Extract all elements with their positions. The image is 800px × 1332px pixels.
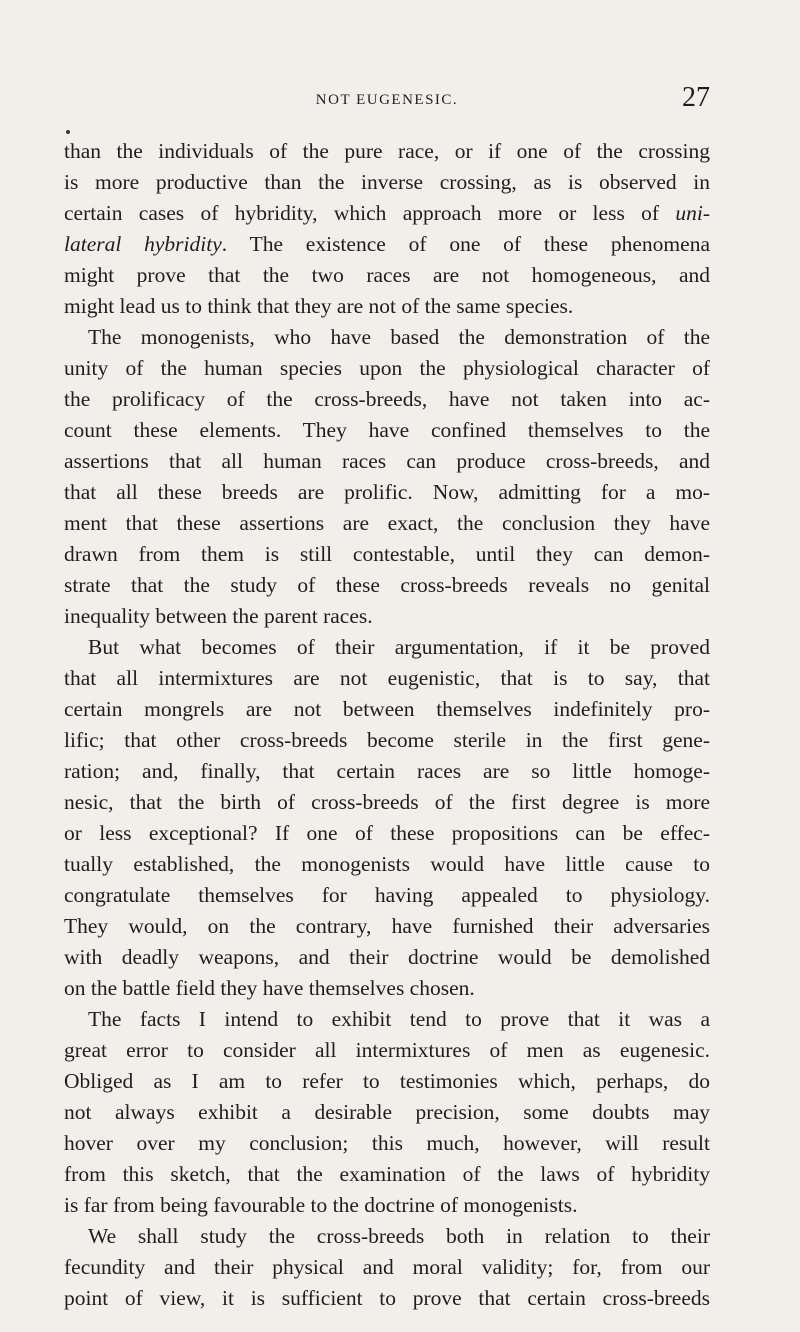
text-line-27: with deadly weapons, and their doctrine would be demolished: [64, 945, 710, 969]
text-line-20: lific; that other cross-breeds become sterile in the first gene-: [64, 728, 710, 752]
text-line-36: We shall study the cross-breeds both in relation to their: [88, 1224, 710, 1248]
text-line-31: Obliged as I am to refer to testimonies which, perhaps, do: [64, 1069, 710, 1093]
text-line-30: great error to consider all intermixtures of men as eugenesic.: [64, 1038, 710, 1062]
italic-term-lateral-hybridity: lateral hybridity: [64, 232, 222, 256]
ink-speck-mark: [66, 130, 70, 134]
text-line-28: on the battle field they have themselves chosen.: [64, 976, 475, 1000]
text-line-37: fecundity and their physical and moral validity; for, from our: [64, 1255, 710, 1279]
body-text: [64, 136, 710, 1314]
text-line-3-roman: certain cases of hybridity, which approach more or less of: [64, 201, 660, 225]
text-line-38: point of view, it is sufficient to prove that certain cross-breeds: [64, 1286, 710, 1310]
text-line-14: drawn from them is still contestable, until they can demon-: [64, 542, 710, 566]
text-line-10: count these elements. They have confined themselves to the: [64, 418, 710, 442]
text-line-7: The monogenists, who have based the demonstration of the: [88, 325, 710, 349]
text-line-15: strate that the study of these cross-breeds reveals no genital: [64, 573, 710, 597]
text-line-29: The facts I intend to exhibit tend to prove that it was a: [88, 1007, 710, 1031]
text-line-33: hover over my conclusion; this much, however, will result: [64, 1131, 710, 1155]
italic-term-uni: uni-: [675, 201, 710, 225]
text-line-24: tually established, the monogenists would have little cause to: [64, 852, 710, 876]
text-line-22: nesic, that the birth of cross-breeds of the first degree is more: [64, 790, 710, 814]
text-line-13: ment that these assertions are exact, the conclusion they have: [64, 511, 710, 535]
running-title: NOT EUGENESIC.: [315, 92, 459, 108]
text-line-35: is far from being favourable to the doctrine of monogenists.: [64, 1193, 578, 1217]
text-line-19: certain mongrels are not between themselves indefinitely pro-: [64, 697, 710, 721]
text-line-12: that all these breeds are prolific. Now, admitting for a mo-: [64, 480, 710, 504]
text-line-6: might lead us to think that they are not of the same species.: [64, 294, 574, 318]
text-line-11: assertions that all human races can produce cross-breeds, and: [64, 449, 710, 473]
page-number: 27: [682, 82, 710, 113]
text-line-8: unity of the human species upon the physiological character of: [64, 356, 710, 380]
text-line-26: They would, on the contrary, have furnished their adversaries: [64, 914, 710, 938]
text-line-34: from this sketch, that the examination of the laws of hybridity: [64, 1162, 710, 1186]
text-line-3: [64, 198, 710, 229]
text-line-25: congratulate themselves for having appealed to physiology.: [64, 883, 710, 907]
text-line-18: that all intermixtures are not eugenistic, that is to say, that: [64, 666, 710, 690]
text-line-4-roman: . The existence of one of these phenomena: [221, 232, 710, 256]
text-line-23: or less exceptional? If one of these propositions can be effec-: [64, 821, 710, 845]
text-line-17: But what becomes of their argumentation, if it be proved: [88, 635, 710, 659]
running-head: [64, 84, 710, 124]
text-line-2: is more productive than the inverse crossing, as is observed in: [64, 170, 710, 194]
text-line-9: the prolificacy of the cross-breeds, have not taken into ac-: [64, 387, 710, 411]
text-line-32: not always exhibit a desirable precision, some doubts may: [64, 1100, 710, 1124]
text-line-21: ration; and, finally, that certain races are so little homoge-: [64, 759, 710, 783]
text-line-5: might prove that the two races are not homogeneous, and: [64, 263, 710, 287]
text-line-1: than the individuals of the pure race, or if one of the crossing: [64, 139, 710, 163]
text-line-4: [64, 229, 710, 260]
text-line-16: inequality between the parent races.: [64, 604, 373, 628]
